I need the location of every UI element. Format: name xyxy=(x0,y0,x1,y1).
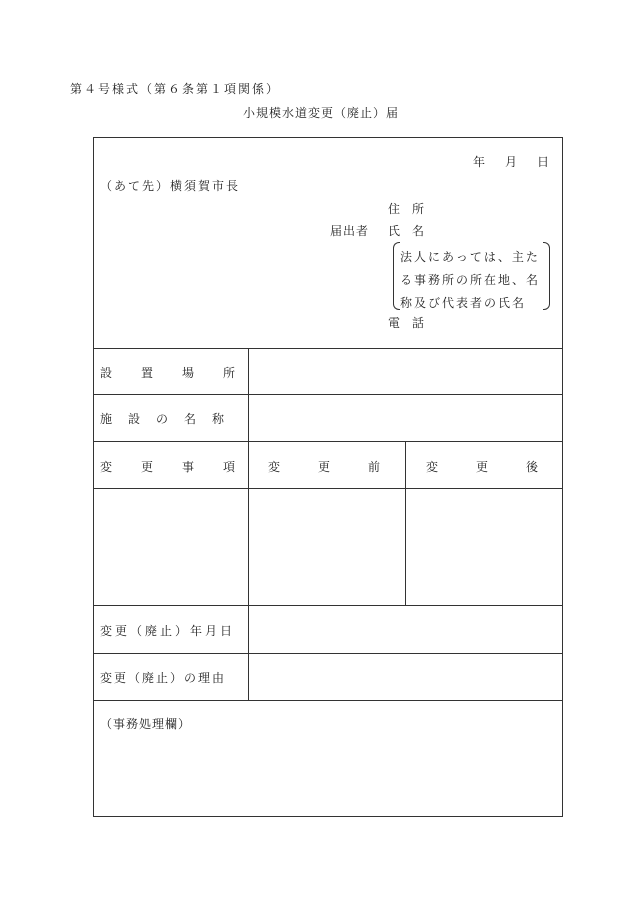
facility-name-label: 施設の名称 xyxy=(100,412,241,426)
phone-label: 電話 xyxy=(388,316,437,330)
name-label: 氏名 xyxy=(388,224,437,238)
notifier-label: 届出者 xyxy=(330,224,370,238)
divider-header xyxy=(94,348,562,349)
address-label: 住所 xyxy=(388,202,437,216)
bracket-right xyxy=(543,242,550,310)
form-title: 小規模水道変更（廃止）届 xyxy=(243,106,400,120)
addressee: （あて先）横須賀市長 xyxy=(100,179,241,193)
date-line: 年月日 xyxy=(473,155,570,169)
after-label: 変更後 xyxy=(426,460,577,474)
bracket-left xyxy=(393,242,400,310)
office-use-label: （事務処理欄） xyxy=(100,717,192,731)
location-label: 設置場所 xyxy=(100,366,265,380)
form-number: 第４号様式（第６条第１項関係） xyxy=(70,82,281,96)
divider-change-items-body xyxy=(94,605,562,606)
divider-change-date xyxy=(94,653,562,654)
corporate-note-line-2: る事務所の所在地、名 xyxy=(400,273,541,287)
corporate-note-line-1: 法人にあっては、主た xyxy=(400,250,540,264)
divider-change-reason xyxy=(94,700,562,701)
corporate-note-line-3: 称及び代表者の氏名 xyxy=(400,296,527,310)
divider-facility xyxy=(94,441,562,442)
change-reason-label: 変更（廃止）の理由 xyxy=(100,671,227,685)
change-items-label: 変更事項 xyxy=(100,460,265,474)
change-date-label: 変更（廃止）年月日 xyxy=(100,624,236,638)
before-label: 変更前 xyxy=(268,460,419,474)
divider-location xyxy=(94,394,562,395)
label-column-divider xyxy=(248,348,249,700)
divider-change-items-header xyxy=(94,488,562,489)
